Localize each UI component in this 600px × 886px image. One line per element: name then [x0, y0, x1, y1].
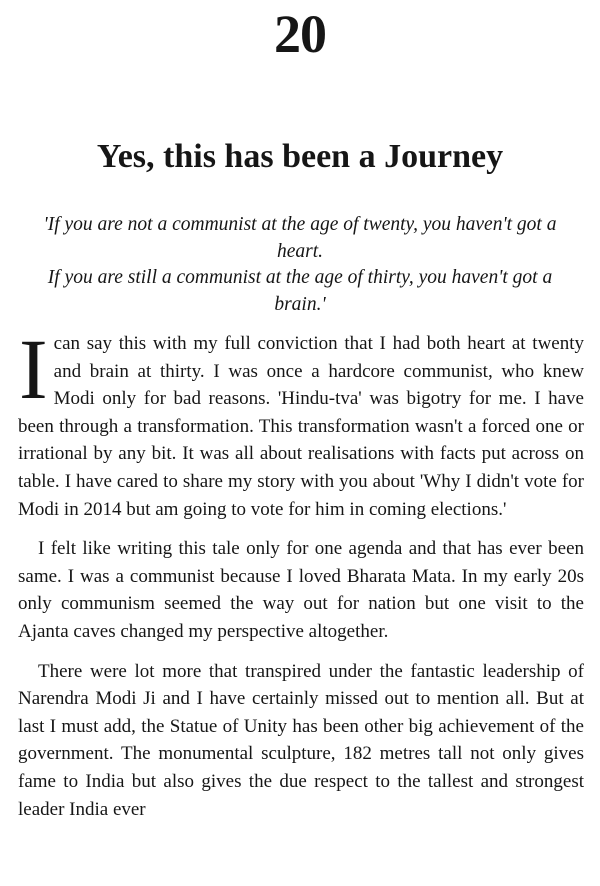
paragraph-2: I felt like writing this tale only for one agenda and that has ever been same. I was a communist because I loved Bharata Mata. In my early 20s only communism seemed the way out for nation but one visit to the Ajanta caves changed my perspective altogether.	[18, 538, 584, 642]
epigraph-quote	[30, 212, 570, 318]
chapter-title: Yes, this has been a Journey	[96, 138, 504, 175]
paragraph-3: There were lot more that transpired under the fantastic leadership of Narendra Modi Ji and I have certainly missed out to mention all. But at last I must add, the Statue of Unity has been other big achievement of the government. The monumental sculpture, 182 metres tall not only gives fame to India but also gives the due respect to the tallest and strongest leader India ever	[18, 660, 584, 820]
body-text	[18, 321, 584, 835]
drop-cap: I	[19, 321, 48, 417]
epigraph-line-2: If you are still a communist at the age of thirty, you haven't got a brain.'	[47, 267, 553, 315]
chapter-number: 20	[274, 4, 326, 64]
paragraph-1-text: can say this with my full conviction that I had both heart at twenty and brain at thirty. I was once a hardcore communist, who knew Modi only for bad reasons. 'Hindu-tva' was bigotry for me. I have been through a transformation. This transformation wasn't a forced one or irrational by any bit. It was all about realisations with facts put across on table. I have cared to share my story with you about 'Why I didn't vote for Modi in 2014 but am going to vote for him in coming elections.'	[18, 333, 584, 520]
paragraph-1	[18, 321, 584, 523]
epigraph-line-1: 'If you are not a communist at the age of twenty, you haven't got a heart.	[43, 214, 557, 262]
